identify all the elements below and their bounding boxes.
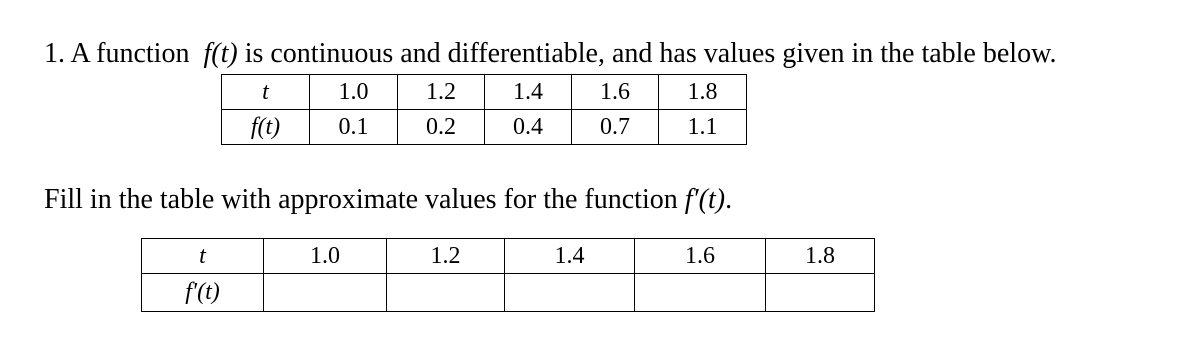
answer-t-value: 1.6 xyxy=(635,239,766,274)
given-t-value: 1.8 xyxy=(659,75,747,110)
given-f-value: 0.4 xyxy=(485,110,572,145)
answer-t-value: 1.2 xyxy=(387,239,505,274)
answer-t-value: 1.0 xyxy=(264,239,387,274)
answer-t-value: 1.4 xyxy=(505,239,635,274)
answer-blank-cell[interactable] xyxy=(766,274,875,312)
given-f-value: 0.1 xyxy=(310,110,398,145)
answer-blank-cell[interactable] xyxy=(635,274,766,312)
given-f-row xyxy=(222,110,747,145)
problem-text-start: A function xyxy=(70,38,190,69)
instruction-text-start: Fill in the table with approximate values for the function xyxy=(44,184,678,215)
answer-t-value: 1.8 xyxy=(766,239,875,274)
given-t-header: t xyxy=(222,75,310,110)
answer-t-row xyxy=(142,239,875,274)
given-t-value: 1.2 xyxy=(398,75,485,110)
answer-blank-cell[interactable] xyxy=(264,274,387,312)
given-t-row xyxy=(222,75,747,110)
instruction-text xyxy=(44,183,732,217)
given-t-value: 1.6 xyxy=(572,75,659,110)
given-f-header-arg: (t) xyxy=(257,113,281,140)
problem-number: 1. xyxy=(44,38,65,69)
given-t-value: 1.4 xyxy=(485,75,572,110)
problem-statement xyxy=(44,37,1056,71)
instruction-text-end: . xyxy=(725,184,733,215)
problem-text-end: is continuous and differentiable, and has values given in the table below. xyxy=(244,38,1057,69)
answer-blank-cell[interactable] xyxy=(505,274,635,312)
answer-table xyxy=(141,238,875,312)
given-f-header xyxy=(222,110,310,145)
derivative-function: f′(t) xyxy=(684,184,726,215)
given-f-value: 0.2 xyxy=(398,110,485,145)
given-values-table xyxy=(221,74,747,145)
given-t-value: 1.0 xyxy=(310,75,398,110)
answer-fprime-row xyxy=(142,274,875,312)
given-f-value: 0.7 xyxy=(572,110,659,145)
given-f-header-name: f xyxy=(250,113,258,140)
answer-blank-cell[interactable] xyxy=(387,274,505,312)
given-f-value: 1.1 xyxy=(659,110,747,145)
answer-fprime-header: f′(t) xyxy=(142,274,264,312)
answer-t-header: t xyxy=(142,239,264,274)
function-argument: (t) xyxy=(211,38,238,69)
function-name: f xyxy=(203,38,212,69)
